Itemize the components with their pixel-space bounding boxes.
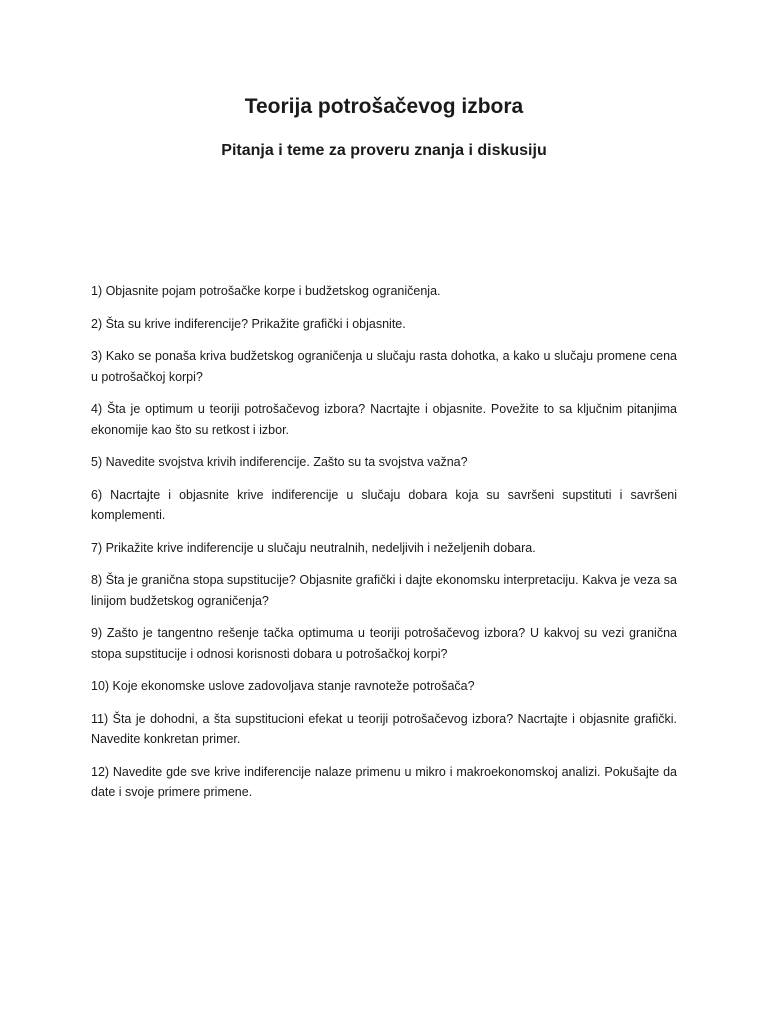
question-item: 11) Šta je dohodni, a šta supstitucioni efekat u teoriji potrošačevog izbora? Nacrtajte i objasnite grafički. Navedite konkretan primer. [91,711,677,746]
question-item: 6) Nacrtajte i objasnite krive indiferencije u slučaju dobara koja su savršeni supstituti i savršeni komplementi. [91,487,677,522]
question-list [91,281,677,815]
question-item: 12) Navedite gde sve krive indiferencije nalaze primenu u mikro i makroekonomskoj analizi. Pokušajte da date i svoje primere primene. [91,764,677,799]
question-item: 8) Šta je granična stopa supstitucije? Objasnite grafički i dajte ekonomsku interpretaciju. Kakva je veza sa linijom budžetskog ograničenja? [91,573,677,608]
question-item: 5) Navedite svojstva krivih indiferencije. Zašto su ta svojstva važna? [91,455,468,469]
document-title: Teorija potrošačevog izbora [244,95,524,118]
question-item: 2) Šta su krive indiferencije? Prikažite grafički i objasnite. [91,316,406,331]
question-item: 4) Šta je optimum u teoriji potrošačevog izbora? Nacrtajte i objasnite. Povežite to sa ključnim pitanjima ekonomije kao što su retkost i izbor. [91,402,677,437]
question-item: 9) Zašto je tangentno rešenje tačka optimuma u teoriji potrošačevog izbora? U kakvoj su vezi granična stopa supstitucije i odnosi korisnosti dobara u potrošačkoj korpi? [91,626,677,661]
question-item: 3) Kako se ponaša kriva budžetskog ograničenja u slučaju rasta dohotka, a kako u slučaju promene cena u potrošačkoj korpi? [91,349,677,384]
document-subtitle: Pitanja i teme za proveru znanja i diskusiju [221,142,547,159]
question-item: 7) Prikažite krive indiferencije u slučaju neutralnih, nedeljivih i neželjenih dobara. [91,540,536,555]
question-item: 10) Koje ekonomske uslove zadovoljava stanje ravnoteže potrošača? [91,679,475,693]
question-item: 1) Objasnite pojam potrošačke korpe i budžetskog ograničenja. [91,284,441,298]
